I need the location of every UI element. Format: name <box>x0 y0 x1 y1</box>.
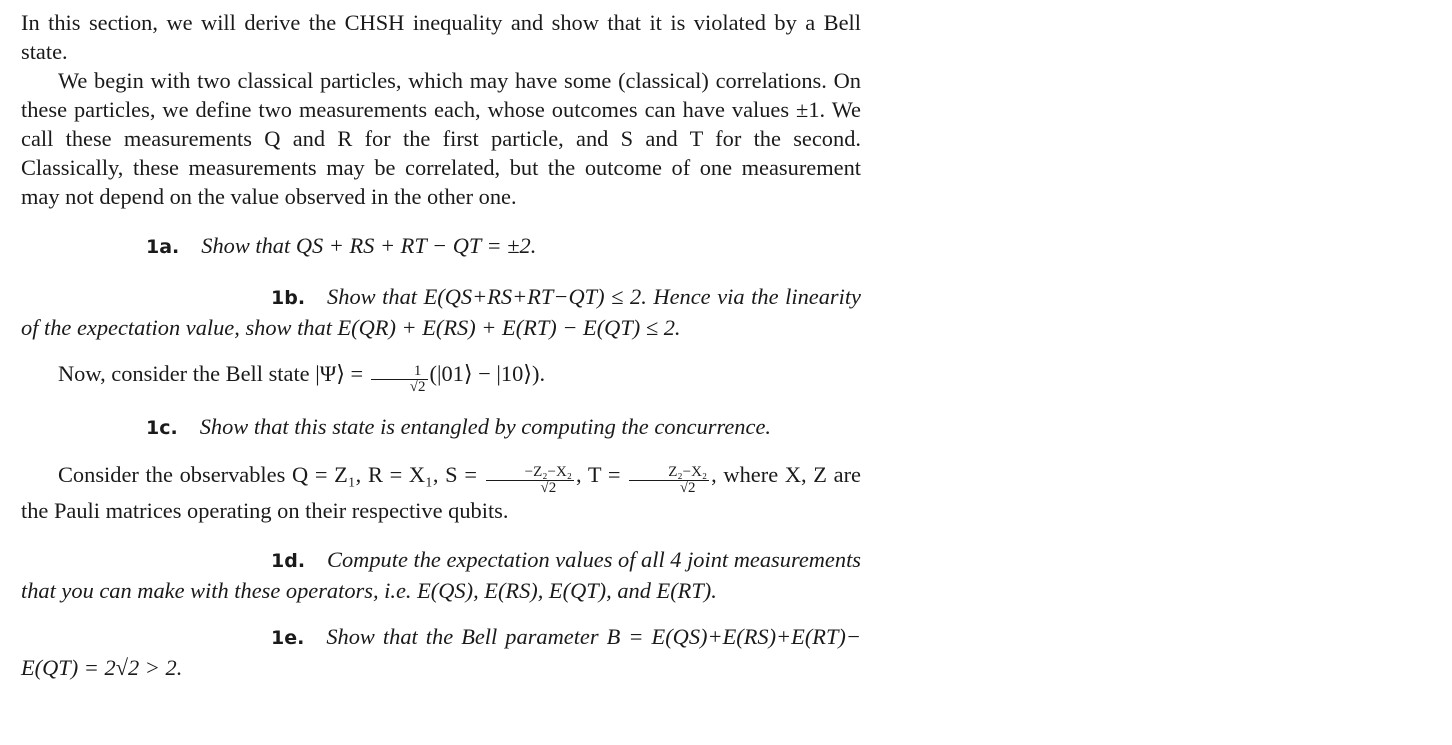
problem-text: Compute the expectation values of all 4 joint measurements that you can make with these operators, i.e. E(QS), E(RS), E(QT), and E(RT). <box>21 547 861 603</box>
intro-paragraph-1: In this section, we will derive the CHSH inequality and show that it is violated by a Bell state. <box>21 10 861 64</box>
problem-label: 1b. <box>271 287 306 309</box>
problem-text: Show that QS + RS + RT − QT = ±2. <box>201 233 537 258</box>
bell-state-fraction: $\frac{1}{√2}$ <box>371 364 428 395</box>
problem-text: Show that E(QS+RS+RT−QT) ≤ 2. Hence via the linearity of the expectation value, show that E(QR) + E(RS) + E(RT) − E(QT) ≤ 2. <box>21 284 861 340</box>
problem-text: Show that this state is entangled by computing the concurrence. <box>199 414 771 439</box>
problem-label: 1a. <box>146 236 180 258</box>
observables-lead: Consider the observables Q = Z₁, R = X₁, S = <box>58 462 484 487</box>
problem-label: 1e. <box>271 627 305 649</box>
problem-text: Show that the Bell parameter B = E(QS)+E(RS)+E(RT)− E(QT) = 2√2 > 2. <box>21 624 861 680</box>
problem-1a <box>21 231 861 262</box>
document-page <box>21 8 861 682</box>
observables-paragraph <box>21 460 861 525</box>
problem-1c <box>21 412 861 443</box>
problem-1b <box>21 282 861 342</box>
observables-mid: , T = <box>576 462 628 487</box>
bell-state-tail: (|01⟩ − |10⟩). <box>429 361 546 386</box>
problem-label: 1d. <box>271 550 306 572</box>
intro-paragraph-2: We begin with two classical particles, which may have some (classical) correlations. On these particles, we define two measurements each, whose outcomes can have values ±1. We call these measurements Q and R for the first particle, and S and T for the second. Classically, these measurements may be correlated, but the outcome of one measurement may not depend on the value observed in the other one. <box>21 68 861 209</box>
problem-label: 1c. <box>146 417 178 439</box>
s-fraction: $\frac{\text{−Z₂−X₂}}{√2}$ <box>486 465 574 496</box>
observables-tail: , where X, Z are the Pauli matrices operating on their respective qubits. <box>21 462 861 523</box>
problem-1e <box>21 622 861 682</box>
t-fraction: $\frac{\text{Z₂−X₂}}{√2}$ <box>629 465 709 496</box>
bell-state-lead: Now, consider the Bell state |Ψ⟩ = <box>58 361 369 386</box>
bell-state-paragraph <box>21 359 861 395</box>
problem-1d <box>21 545 861 605</box>
